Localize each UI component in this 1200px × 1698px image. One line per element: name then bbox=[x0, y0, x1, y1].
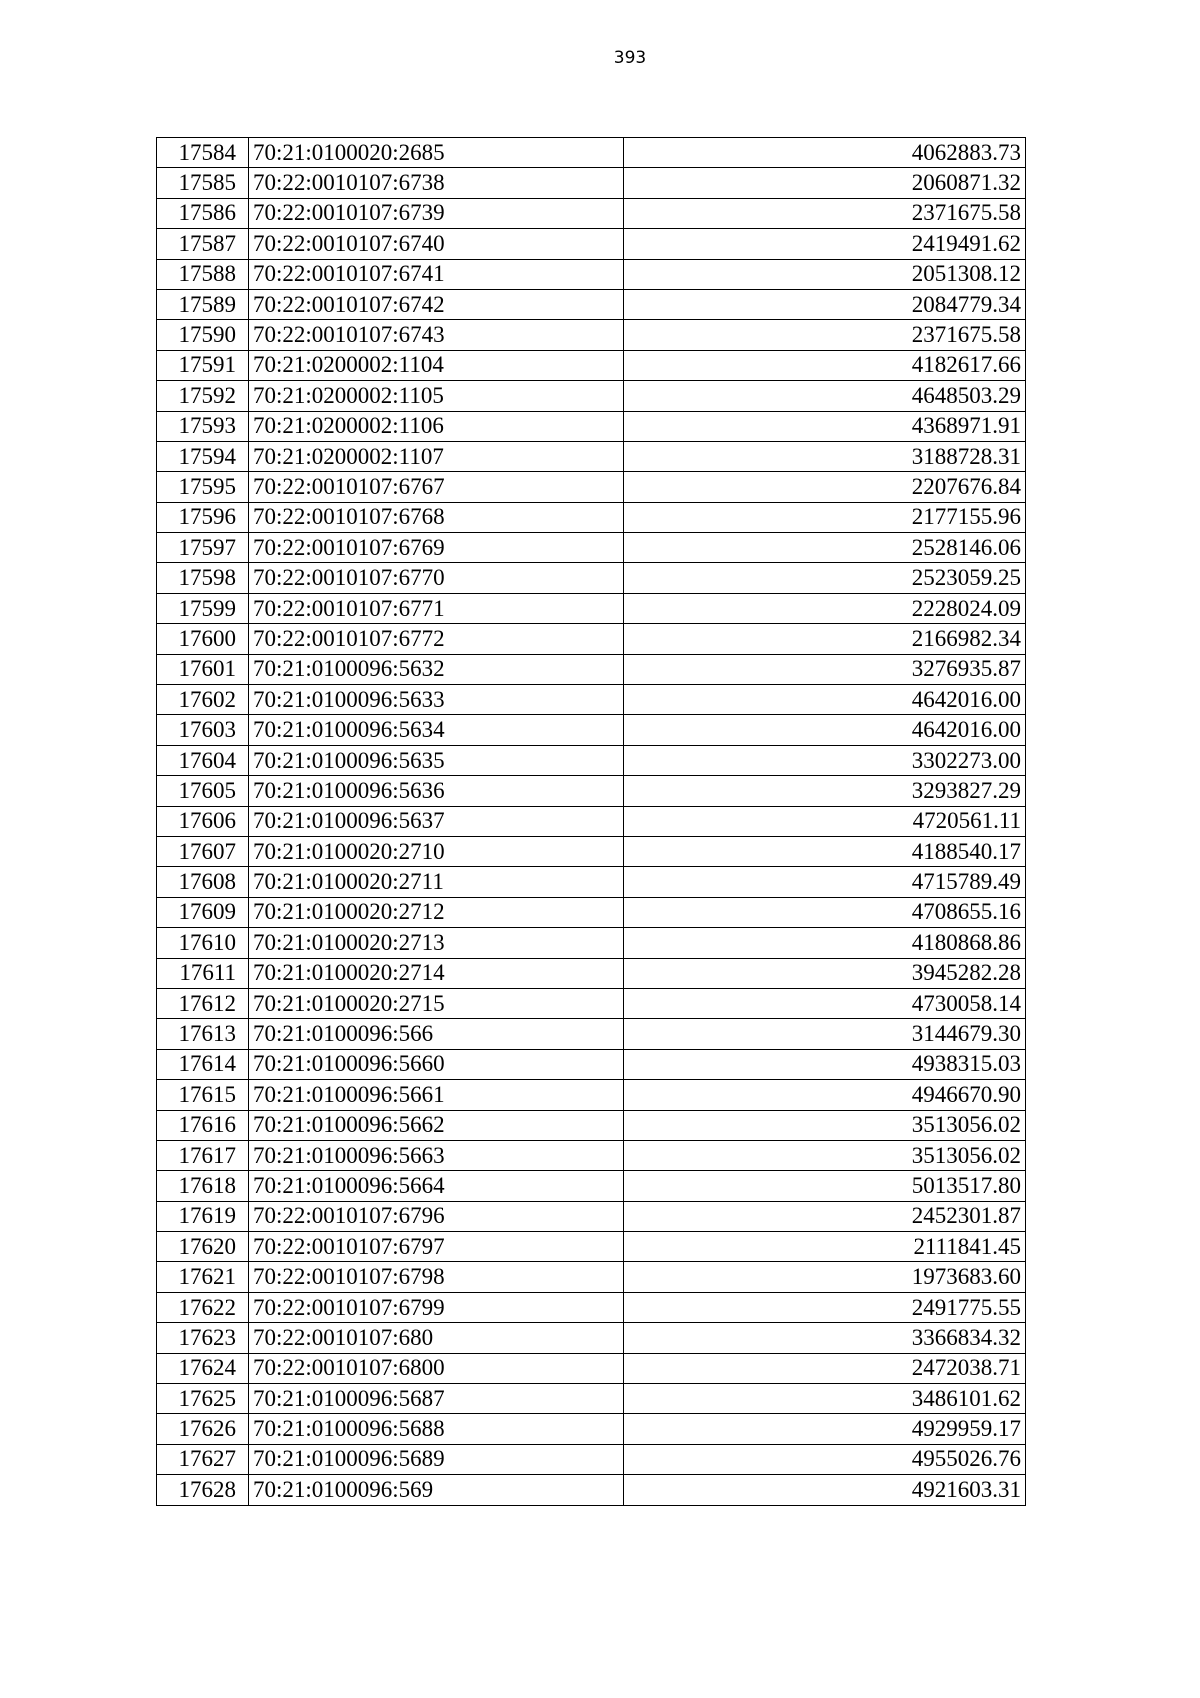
table-row bbox=[157, 958, 1026, 988]
cadastral-value-cell: 3276935.87 bbox=[624, 654, 1026, 684]
row-number-cell: 17585 bbox=[157, 168, 249, 198]
cadastral-value-cell: 4730058.14 bbox=[624, 988, 1026, 1018]
cadastral-value-cell: 4182617.66 bbox=[624, 350, 1026, 380]
cadastral-value-cell: 4188540.17 bbox=[624, 836, 1026, 866]
table-row bbox=[157, 715, 1026, 745]
cadastral-value-cell: 4642016.00 bbox=[624, 685, 1026, 715]
cadastral-number-cell: 70:21:0100020:2712 bbox=[249, 897, 624, 927]
cadastral-value-cell: 3513056.02 bbox=[624, 1140, 1026, 1170]
cadastral-number-cell: 70:22:0010107:6768 bbox=[249, 502, 624, 532]
cadastral-value-cell: 2419491.62 bbox=[624, 229, 1026, 259]
table-row bbox=[157, 138, 1026, 168]
cadastral-number-cell: 70:21:0200002:1105 bbox=[249, 381, 624, 411]
row-number-cell: 17587 bbox=[157, 229, 249, 259]
cadastral-number-cell: 70:21:0100096:566 bbox=[249, 1019, 624, 1049]
cadastral-value-cell: 2177155.96 bbox=[624, 502, 1026, 532]
cadastral-number-cell: 70:21:0100096:5663 bbox=[249, 1140, 624, 1170]
cadastral-value-cell: 2111841.45 bbox=[624, 1232, 1026, 1262]
table-row bbox=[157, 259, 1026, 289]
row-number-cell: 17622 bbox=[157, 1292, 249, 1322]
table-row bbox=[157, 350, 1026, 380]
cadastral-value-cell: 3293827.29 bbox=[624, 776, 1026, 806]
table-row bbox=[157, 745, 1026, 775]
table-row bbox=[157, 563, 1026, 593]
table-row bbox=[157, 593, 1026, 623]
table-row bbox=[157, 1140, 1026, 1170]
table-row bbox=[157, 441, 1026, 471]
cadastral-number-cell: 70:22:0010107:6800 bbox=[249, 1353, 624, 1383]
cadastral-value-cell: 2207676.84 bbox=[624, 472, 1026, 502]
cadastral-number-cell: 70:22:0010107:6770 bbox=[249, 563, 624, 593]
row-number-cell: 17599 bbox=[157, 593, 249, 623]
cadastral-value-cell: 2528146.06 bbox=[624, 533, 1026, 563]
row-number-cell: 17584 bbox=[157, 138, 249, 168]
table-row bbox=[157, 928, 1026, 958]
cadastral-number-cell: 70:21:0100096:5688 bbox=[249, 1414, 624, 1444]
cadastral-number-cell: 70:21:0100020:2713 bbox=[249, 928, 624, 958]
cadastral-value-cell: 4180868.86 bbox=[624, 928, 1026, 958]
cadastral-number-cell: 70:22:0010107:6739 bbox=[249, 198, 624, 228]
row-number-cell: 17594 bbox=[157, 441, 249, 471]
table-row bbox=[157, 168, 1026, 198]
row-number-cell: 17627 bbox=[157, 1444, 249, 1474]
cadastral-number-cell: 70:22:0010107:680 bbox=[249, 1323, 624, 1353]
cadastral-number-cell: 70:21:0100096:5635 bbox=[249, 745, 624, 775]
table-row bbox=[157, 1171, 1026, 1201]
table-row bbox=[157, 472, 1026, 502]
table-row bbox=[157, 229, 1026, 259]
cadastral-value-cell: 3144679.30 bbox=[624, 1019, 1026, 1049]
cadastral-value-cell: 4708655.16 bbox=[624, 897, 1026, 927]
cadastral-number-cell: 70:21:0100096:5636 bbox=[249, 776, 624, 806]
table-body bbox=[157, 138, 1026, 1506]
row-number-cell: 17605 bbox=[157, 776, 249, 806]
cadastral-value-cell: 2472038.71 bbox=[624, 1353, 1026, 1383]
row-number-cell: 17615 bbox=[157, 1080, 249, 1110]
row-number-cell: 17598 bbox=[157, 563, 249, 593]
table-row bbox=[157, 1323, 1026, 1353]
table-row bbox=[157, 289, 1026, 319]
row-number-cell: 17592 bbox=[157, 381, 249, 411]
row-number-cell: 17614 bbox=[157, 1049, 249, 1079]
cadastral-value-cell: 3366834.32 bbox=[624, 1323, 1026, 1353]
row-number-cell: 17589 bbox=[157, 289, 249, 319]
cadastral-number-cell: 70:22:0010107:6797 bbox=[249, 1232, 624, 1262]
cadastral-number-cell: 70:21:0100020:2710 bbox=[249, 836, 624, 866]
cadastral-number-cell: 70:22:0010107:6769 bbox=[249, 533, 624, 563]
row-number-cell: 17607 bbox=[157, 836, 249, 866]
table-row bbox=[157, 381, 1026, 411]
cadastral-value-cell: 3188728.31 bbox=[624, 441, 1026, 471]
cadastral-value-cell: 4921603.31 bbox=[624, 1475, 1026, 1505]
row-number-cell: 17618 bbox=[157, 1171, 249, 1201]
cadastral-value-cell: 5013517.80 bbox=[624, 1171, 1026, 1201]
row-number-cell: 17586 bbox=[157, 198, 249, 228]
table-row bbox=[157, 897, 1026, 927]
table-row bbox=[157, 654, 1026, 684]
table-row bbox=[157, 1262, 1026, 1292]
cadastral-number-cell: 70:21:0100096:5632 bbox=[249, 654, 624, 684]
table-row bbox=[157, 1444, 1026, 1474]
cadastral-number-cell: 70:21:0100020:2711 bbox=[249, 867, 624, 897]
table-row bbox=[157, 1080, 1026, 1110]
row-number-cell: 17606 bbox=[157, 806, 249, 836]
cadastral-number-cell: 70:22:0010107:6798 bbox=[249, 1262, 624, 1292]
cadastral-value-cell: 2228024.09 bbox=[624, 593, 1026, 623]
row-number-cell: 17608 bbox=[157, 867, 249, 897]
cadastral-number-cell: 70:21:0200002:1104 bbox=[249, 350, 624, 380]
row-number-cell: 17623 bbox=[157, 1323, 249, 1353]
cadastral-number-cell: 70:21:0100096:5662 bbox=[249, 1110, 624, 1140]
cadastral-number-cell: 70:22:0010107:6799 bbox=[249, 1292, 624, 1322]
row-number-cell: 17588 bbox=[157, 259, 249, 289]
cadastral-number-cell: 70:22:0010107:6767 bbox=[249, 472, 624, 502]
cadastral-number-cell: 70:21:0100096:5634 bbox=[249, 715, 624, 745]
row-number-cell: 17603 bbox=[157, 715, 249, 745]
row-number-cell: 17600 bbox=[157, 624, 249, 654]
table-row bbox=[157, 533, 1026, 563]
table-row bbox=[157, 836, 1026, 866]
cadastral-value-cell: 2166982.34 bbox=[624, 624, 1026, 654]
cadastral-number-cell: 70:21:0100096:5661 bbox=[249, 1080, 624, 1110]
table-row bbox=[157, 776, 1026, 806]
cadastral-number-cell: 70:21:0200002:1106 bbox=[249, 411, 624, 441]
table-row bbox=[157, 411, 1026, 441]
cadastral-value-cell: 3513056.02 bbox=[624, 1110, 1026, 1140]
table-row bbox=[157, 685, 1026, 715]
cadastral-number-cell: 70:21:0100020:2714 bbox=[249, 958, 624, 988]
cadastral-value-cell: 4648503.29 bbox=[624, 381, 1026, 411]
row-number-cell: 17610 bbox=[157, 928, 249, 958]
table-row bbox=[157, 806, 1026, 836]
cadastral-number-cell: 70:22:0010107:6796 bbox=[249, 1201, 624, 1231]
table-row bbox=[157, 1049, 1026, 1079]
cadastral-number-cell: 70:21:0100020:2715 bbox=[249, 988, 624, 1018]
table-row bbox=[157, 624, 1026, 654]
cadastral-number-cell: 70:21:0100096:5637 bbox=[249, 806, 624, 836]
cadastral-value-cell: 4946670.90 bbox=[624, 1080, 1026, 1110]
cadastral-number-cell: 70:22:0010107:6740 bbox=[249, 229, 624, 259]
data-table bbox=[156, 137, 1026, 1506]
row-number-cell: 17590 bbox=[157, 320, 249, 350]
cadastral-number-cell: 70:21:0100096:5633 bbox=[249, 685, 624, 715]
table-row bbox=[157, 1353, 1026, 1383]
cadastral-value-cell: 4938315.03 bbox=[624, 1049, 1026, 1079]
table-row bbox=[157, 1110, 1026, 1140]
row-number-cell: 17591 bbox=[157, 350, 249, 380]
cadastral-number-cell: 70:22:0010107:6772 bbox=[249, 624, 624, 654]
cadastral-value-cell: 4715789.49 bbox=[624, 867, 1026, 897]
cadastral-value-cell: 2060871.32 bbox=[624, 168, 1026, 198]
row-number-cell: 17628 bbox=[157, 1475, 249, 1505]
cadastral-number-cell: 70:21:0100096:5660 bbox=[249, 1049, 624, 1079]
cadastral-value-cell: 3486101.62 bbox=[624, 1384, 1026, 1414]
cadastral-number-cell: 70:21:0100096:5687 bbox=[249, 1384, 624, 1414]
row-number-cell: 17611 bbox=[157, 958, 249, 988]
row-number-cell: 17613 bbox=[157, 1019, 249, 1049]
table-row bbox=[157, 1201, 1026, 1231]
cadastral-value-cell: 2371675.58 bbox=[624, 320, 1026, 350]
cadastral-value-cell: 3945282.28 bbox=[624, 958, 1026, 988]
row-number-cell: 17597 bbox=[157, 533, 249, 563]
table-row bbox=[157, 1475, 1026, 1505]
row-number-cell: 17593 bbox=[157, 411, 249, 441]
row-number-cell: 17621 bbox=[157, 1262, 249, 1292]
cadastral-value-cell: 4929959.17 bbox=[624, 1414, 1026, 1444]
row-number-cell: 17626 bbox=[157, 1414, 249, 1444]
row-number-cell: 17612 bbox=[157, 988, 249, 1018]
cadastral-value-cell: 4062883.73 bbox=[624, 138, 1026, 168]
cadastral-value-cell: 4955026.76 bbox=[624, 1444, 1026, 1474]
cadastral-value-cell: 2491775.55 bbox=[624, 1292, 1026, 1322]
row-number-cell: 17604 bbox=[157, 745, 249, 775]
cadastral-value-cell: 2452301.87 bbox=[624, 1201, 1026, 1231]
table-row bbox=[157, 1019, 1026, 1049]
cadastral-number-cell: 70:22:0010107:6742 bbox=[249, 289, 624, 319]
row-number-cell: 17620 bbox=[157, 1232, 249, 1262]
cadastral-value-cell: 4642016.00 bbox=[624, 715, 1026, 745]
row-number-cell: 17625 bbox=[157, 1384, 249, 1414]
table-row bbox=[157, 1232, 1026, 1262]
page-number: 393 bbox=[613, 48, 647, 68]
table-row bbox=[157, 502, 1026, 532]
cadastral-number-cell: 70:21:0100020:2685 bbox=[249, 138, 624, 168]
cadastral-number-cell: 70:21:0200002:1107 bbox=[249, 441, 624, 471]
cadastral-value-cell: 2084779.34 bbox=[624, 289, 1026, 319]
cadastral-value-cell: 1973683.60 bbox=[624, 1262, 1026, 1292]
row-number-cell: 17596 bbox=[157, 502, 249, 532]
cadastral-number-cell: 70:22:0010107:6771 bbox=[249, 593, 624, 623]
table-row bbox=[157, 867, 1026, 897]
row-number-cell: 17609 bbox=[157, 897, 249, 927]
row-number-cell: 17616 bbox=[157, 1110, 249, 1140]
cadastral-number-cell: 70:22:0010107:6743 bbox=[249, 320, 624, 350]
table-row bbox=[157, 1414, 1026, 1444]
cadastral-value-cell: 2523059.25 bbox=[624, 563, 1026, 593]
cadastral-number-cell: 70:21:0100096:5664 bbox=[249, 1171, 624, 1201]
cadastral-value-cell: 2051308.12 bbox=[624, 259, 1026, 289]
cadastral-number-cell: 70:21:0100096:569 bbox=[249, 1475, 624, 1505]
table-row bbox=[157, 198, 1026, 228]
row-number-cell: 17595 bbox=[157, 472, 249, 502]
table-row bbox=[157, 1384, 1026, 1414]
row-number-cell: 17619 bbox=[157, 1201, 249, 1231]
cadastral-number-cell: 70:21:0100096:5689 bbox=[249, 1444, 624, 1474]
table-row bbox=[157, 1292, 1026, 1322]
cadastral-value-cell: 2371675.58 bbox=[624, 198, 1026, 228]
cadastral-number-cell: 70:22:0010107:6741 bbox=[249, 259, 624, 289]
cadastral-number-cell: 70:22:0010107:6738 bbox=[249, 168, 624, 198]
row-number-cell: 17602 bbox=[157, 685, 249, 715]
row-number-cell: 17601 bbox=[157, 654, 249, 684]
cadastral-value-cell: 3302273.00 bbox=[624, 745, 1026, 775]
row-number-cell: 17624 bbox=[157, 1353, 249, 1383]
row-number-cell: 17617 bbox=[157, 1140, 249, 1170]
cadastral-value-cell: 4720561.11 bbox=[624, 806, 1026, 836]
table-row bbox=[157, 988, 1026, 1018]
cadastral-value-cell: 4368971.91 bbox=[624, 411, 1026, 441]
table-row bbox=[157, 320, 1026, 350]
